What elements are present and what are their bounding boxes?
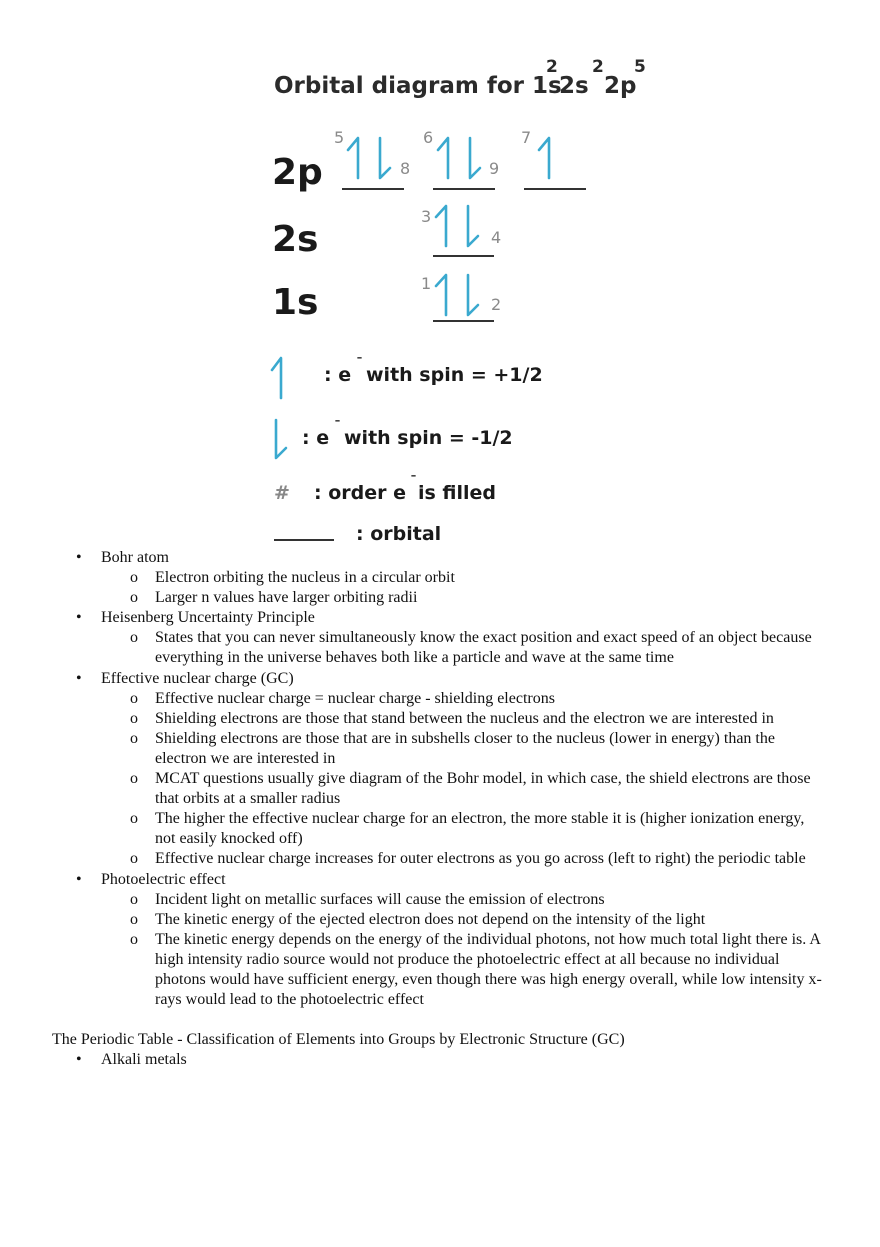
section-heading: The Periodic Table - Classification of Elements into Groups by Electronic Structure (GC) [52,1031,625,1049]
spin-down-arrow-icon [276,420,286,458]
order-number: 8 [400,159,411,178]
legend-down-prefix: : e [302,427,330,449]
sub-marker: o [130,689,138,707]
notes-body [0,548,880,1070]
sub-marker: o [130,810,138,828]
sub-text: Shielding electrons are those that are in subshells closer to the nucleus (lower in energy) than the electron we are interested in [155,729,775,767]
order-number: 3 [421,207,432,226]
legend-down-text: with spin = -1/2 [344,427,513,449]
sub-item [0,628,880,668]
sub-text: Electron orbiting the nucleus in a circular orbit [155,569,455,587]
legend-minus-sup: ¯ [356,356,363,372]
spin-down-arrow [380,138,390,178]
order-number: 5 [334,128,345,147]
sub-text: Larger n values have larger orbiting radii [155,589,418,607]
order-number: 6 [423,128,434,147]
sub-marker: o [130,589,138,607]
sub-text: Effective nuclear charge increases for outer electrons as you go across (left to right) the periodic table [155,850,806,868]
sub-marker: o [130,569,138,587]
sub-item [0,709,880,729]
legend-minus-sup: ¯ [410,474,417,490]
sub-marker: o [130,910,138,928]
order-number: 4 [491,228,502,247]
bullet-alkali-metals [0,1050,880,1070]
legend-spin-down [276,419,513,458]
spin-up-arrow [348,138,358,178]
spin-up-arrow [436,206,446,246]
legend-spin-up [272,356,543,398]
sub-marker: o [130,709,138,727]
legend-orbital-text: : orbital [356,523,442,545]
hash-symbol: # [274,482,290,504]
spin-down-arrow [468,206,478,246]
figure-title: Orbital diagram for 1s [274,73,562,99]
spin-up-arrow-icon [272,358,281,398]
sub-text: The kinetic energy depends on the energy of the individual photons, not how much total light there is. A high intensity radio source would not produce the photoelectric effect at all because no individual photons would have sufficient energy, even though there was high energy overall, while low intensity x-rays would lead to the photoelectric effect [155,930,822,1009]
bullet-marker: • [76,549,82,566]
orbital-1s [421,274,501,321]
title-sup-2p-count: 5 [634,57,646,77]
title-sup-1s-count: 2 [546,57,558,77]
sub-item [0,809,880,849]
legend-order-prefix: : order e [314,482,406,504]
sub-text: Incident light on metallic surfaces will cause the emission of electrons [155,890,605,908]
sub-text: The kinetic energy of the ejected electron does not depend on the intensity of the light [155,910,706,928]
title-sup-2s-count: 2 [592,57,604,77]
bullet-marker: • [76,870,82,888]
bullet-text: Heisenberg Uncertainty Principle [101,609,315,627]
subshell-2p-label: 2p [272,152,323,193]
bullet-marker: • [76,1051,82,1069]
order-number: 2 [491,295,502,314]
sub-item [0,769,880,809]
legend-order [274,474,496,504]
subshell-1s-label: 1s [272,282,319,323]
orbital-2p-1 [334,128,410,189]
sub-marker: o [130,770,138,788]
bullet-text: Alkali metals [101,1051,187,1069]
sub-text: States that you can never simultaneously know the exact position and exact speed of an object because everything in the universe behaves both like a particle and wave at the same time [155,629,812,667]
bullet-heisenberg [0,608,880,628]
sub-text: Effective nuclear charge = nuclear charge - shielding electrons [155,689,555,707]
bullet-effective-nuclear-charge [0,669,880,689]
bullet-photoelectric-effect [0,870,880,890]
sub-marker: o [130,850,138,868]
spin-up-arrow [539,138,549,178]
sub-item [0,689,880,709]
sub-marker: o [130,629,138,647]
sub-text: The higher the effective nuclear charge for an electron, the more stable it is (higher ionization energy, not easily knocked off) [155,810,805,848]
orbital-2p-2 [423,128,499,189]
orbital-diagram [262,46,662,556]
spin-down-arrow [470,138,480,178]
title-2p: 2p [604,73,637,99]
legend-up-text: with spin = +1/2 [366,364,543,386]
sub-item [0,729,880,769]
bullet-text: Effective nuclear charge (GC) [101,669,294,687]
order-number: 1 [421,274,432,293]
sub-text: Shielding electrons are those that stand between the nucleus and the electron we are interested in [155,709,774,727]
spin-up-arrow [436,275,446,315]
sub-item [0,849,880,869]
bullet-bohr-atom [0,548,880,568]
sub-item [0,890,880,910]
sub-item [0,588,880,608]
order-number: 9 [489,159,500,178]
orbital-2s [421,206,501,256]
orbital-diagram-figure [262,46,662,556]
sub-marker: o [130,729,138,747]
order-number: 7 [521,128,532,147]
subshell-2s-label: 2s [272,219,319,260]
title-2s: 2s [559,73,589,99]
sub-marker: o [130,930,138,948]
legend-orbital [274,523,441,545]
spin-down-arrow [468,275,478,315]
spin-up-arrow [438,138,448,178]
sub-text: MCAT questions usually give diagram of the Bohr model, in which case, the shield electrons are those that orbits at a smaller radius [155,770,811,808]
sub-item [0,930,880,1010]
sub-item [0,910,880,930]
sub-marker: o [130,890,138,908]
legend-order-text: is filled [418,482,497,504]
bullet-marker: • [76,609,82,627]
orbital-2p-3 [521,128,586,189]
bullet-text: Photoelectric effect [101,870,226,888]
sub-item [0,568,880,588]
bullet-text: Bohr atom [101,549,169,566]
legend-up-prefix: : e [324,364,352,386]
bullet-marker: • [76,669,82,687]
legend-minus-sup: ¯ [334,419,341,435]
